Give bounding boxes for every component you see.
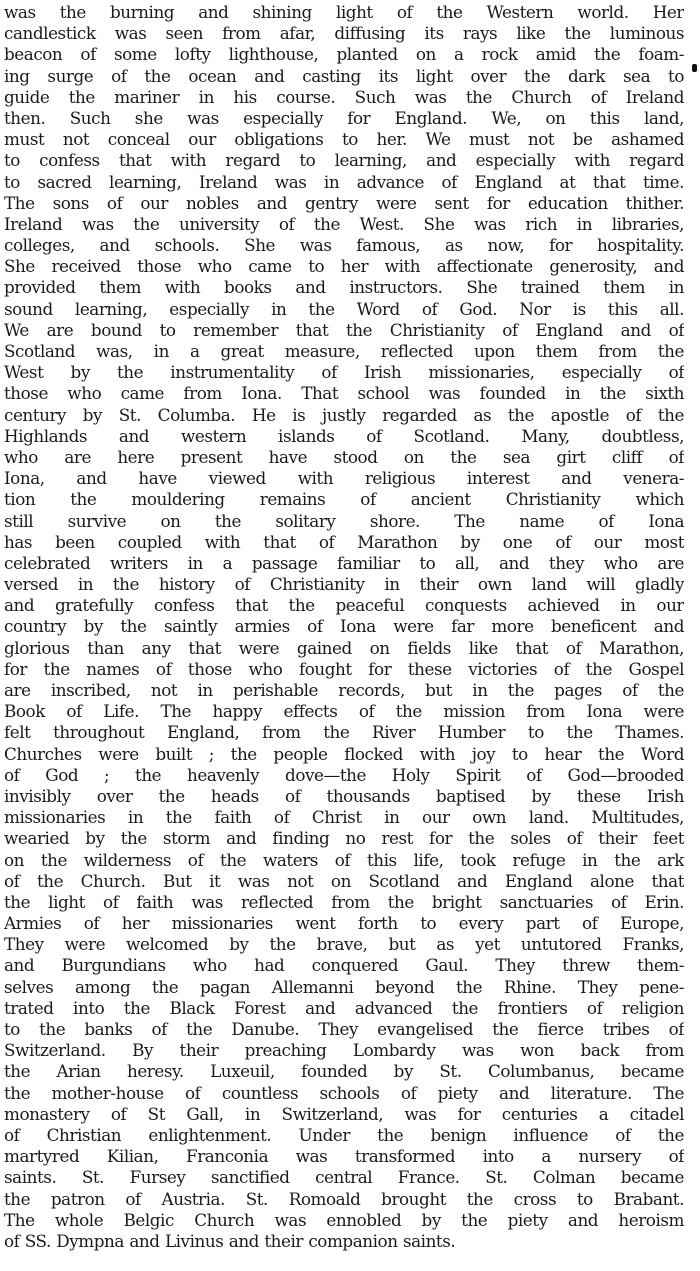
text-line: guide the mariner in his course. Such was the Church of Ireland xyxy=(4,86,684,107)
text-line: martyred Kilian, Franconia was transformed into a nursery of xyxy=(4,1146,684,1167)
text-line: still survive on the solitary shore. The name of Iona xyxy=(4,510,684,531)
text-line: selves among the pagan Allemanni beyond the Rhine. They pene- xyxy=(4,976,684,997)
text-line: We are bound to remember that the Christianity of England and of xyxy=(4,319,684,340)
text-line: trated into the Black Forest and advanced the frontiers of religion xyxy=(4,997,684,1018)
text-line: to the banks of the Danube. They evangelised the fierce tribes of xyxy=(4,1019,684,1039)
text-line: to sacred learning, Ireland was in advance of England at that time. xyxy=(4,171,684,192)
text-line: who are here present have stood on the sea girt cliff of xyxy=(4,446,684,467)
text-line: beacon of some lofty lighthouse, planted on a rock amid the foam- xyxy=(4,44,684,65)
text-line: of Christian enlightenment. Under the benign influence of the xyxy=(4,1124,684,1145)
text-line: Ireland was the university of the West. She was rich in libraries, xyxy=(4,213,684,234)
text-line: Scotland was, in a great measure, reflected upon them from the xyxy=(4,341,684,361)
text-line: then. Such she was especially for England. We, on this land, xyxy=(4,107,684,128)
text-line: and Burgundians who had conquered Gaul. They threw them- xyxy=(4,955,684,976)
text-line: Book of Life. The happy effects of the mission from Iona were xyxy=(4,701,684,722)
text-line: missionaries in the faith of Christ in our own land. Multitudes, xyxy=(4,807,684,828)
text-line: ing surge of the ocean and casting its light over the dark sea to xyxy=(4,65,684,86)
text-line: and gratefully confess that the peaceful conquests achieved in our xyxy=(4,595,684,616)
text-line: century by St. Columba. He is justly regarded as the apostle of the xyxy=(4,404,684,425)
text-line: for the names of those who fought for these victories of the Gospel xyxy=(4,658,684,679)
text-line: of SS. Dympna and Livinus and their companion saints. xyxy=(4,1230,456,1251)
text-line: candlestick was seen from afar, diffusing its rays like the luminous xyxy=(4,23,684,44)
text-line: colleges, and schools. She was famous, as now, for hospitality. xyxy=(4,235,684,256)
text-line: those who came from Iona. That school was founded in the sixth xyxy=(4,383,684,404)
text-line: glorious than any that were gained on fields like that of Marathon, xyxy=(4,637,684,658)
text-line: She received those who came to her with affectionate generosity, and xyxy=(4,256,684,277)
text-line: Churches were built ; the people flocked with joy to hear the Word xyxy=(4,743,684,764)
text-line: the patron of Austria. St. Romoald brought the cross to Brabant. xyxy=(4,1188,684,1209)
text-line: country by the saintly armies of Iona were far more beneficent and xyxy=(4,616,684,637)
text-line: was the burning and shining light of the Western world. Her xyxy=(4,2,684,22)
text-line: must not conceal our obligations to her. We must not be ashamed xyxy=(4,129,684,150)
text-line: The whole Belgic Church was ennobled by the piety and heroism xyxy=(4,1209,684,1230)
margin-mark xyxy=(692,64,697,72)
text-line: sound learning, especially in the Word of God. Nor is this all. xyxy=(4,298,684,319)
text-line: monastery of St Gall, in Switzerland, was for centuries a citadel xyxy=(4,1103,684,1124)
text-line: has been coupled with that of Marathon by one of our most xyxy=(4,531,684,552)
article-column xyxy=(4,2,684,1252)
text-line: saints. St. Fursey sanctified central France. St. Colman became xyxy=(4,1167,684,1188)
text-line: Iona, and have viewed with religious interest and venera- xyxy=(4,468,684,489)
text-line: on the wilderness of the waters of this life, took refuge in the ark xyxy=(4,849,684,870)
text-line: Highlands and western islands of Scotland. Many, doubtless, xyxy=(4,425,684,446)
text-line: They were welcomed by the brave, but as yet untutored Franks, xyxy=(4,934,684,955)
text-line: tion the mouldering remains of ancient Christianity which xyxy=(4,489,684,510)
text-line: to confess that with regard to learning, and especially with regard xyxy=(4,150,684,171)
text-line: the Arian heresy. Luxeuil, founded by St. Columbanus, became xyxy=(4,1061,684,1082)
text-line: versed in the history of Christianity in their own land will gladly xyxy=(4,574,684,595)
text-line: the mother-house of countless schools of piety and literature. The xyxy=(4,1082,684,1103)
text-line: the light of faith was reflected from the bright sanctuaries of Erin. xyxy=(4,891,684,912)
text-line: of God ; the heavenly dove—the Holy Spirit of God—brooded xyxy=(4,764,684,785)
text-line: felt throughout England, from the River Humber to the Thames. xyxy=(4,722,684,743)
text-line: invisibly over the heads of thousands baptised by these Irish xyxy=(4,785,684,806)
text-line: celebrated writers in a passage familiar to all, and they who are xyxy=(4,552,684,573)
text-line: provided them with books and instructors. She trained them in xyxy=(4,277,684,298)
text-line: The sons of our nobles and gentry were sent for education thither. xyxy=(4,192,684,213)
text-line: Armies of her missionaries went forth to every part of Europe, xyxy=(4,913,684,934)
text-line: West by the instrumentality of Irish missionaries, especially of xyxy=(4,362,684,383)
text-line: are inscribed, not in perishable records, but in the pages of the xyxy=(4,680,684,700)
text-line: wearied by the storm and finding no rest for the soles of their feet xyxy=(4,828,684,849)
text-line: of the Church. But it was not on Scotland and England alone that xyxy=(4,870,684,891)
text-line: Switzerland. By their preaching Lombardy was won back from xyxy=(4,1040,684,1061)
